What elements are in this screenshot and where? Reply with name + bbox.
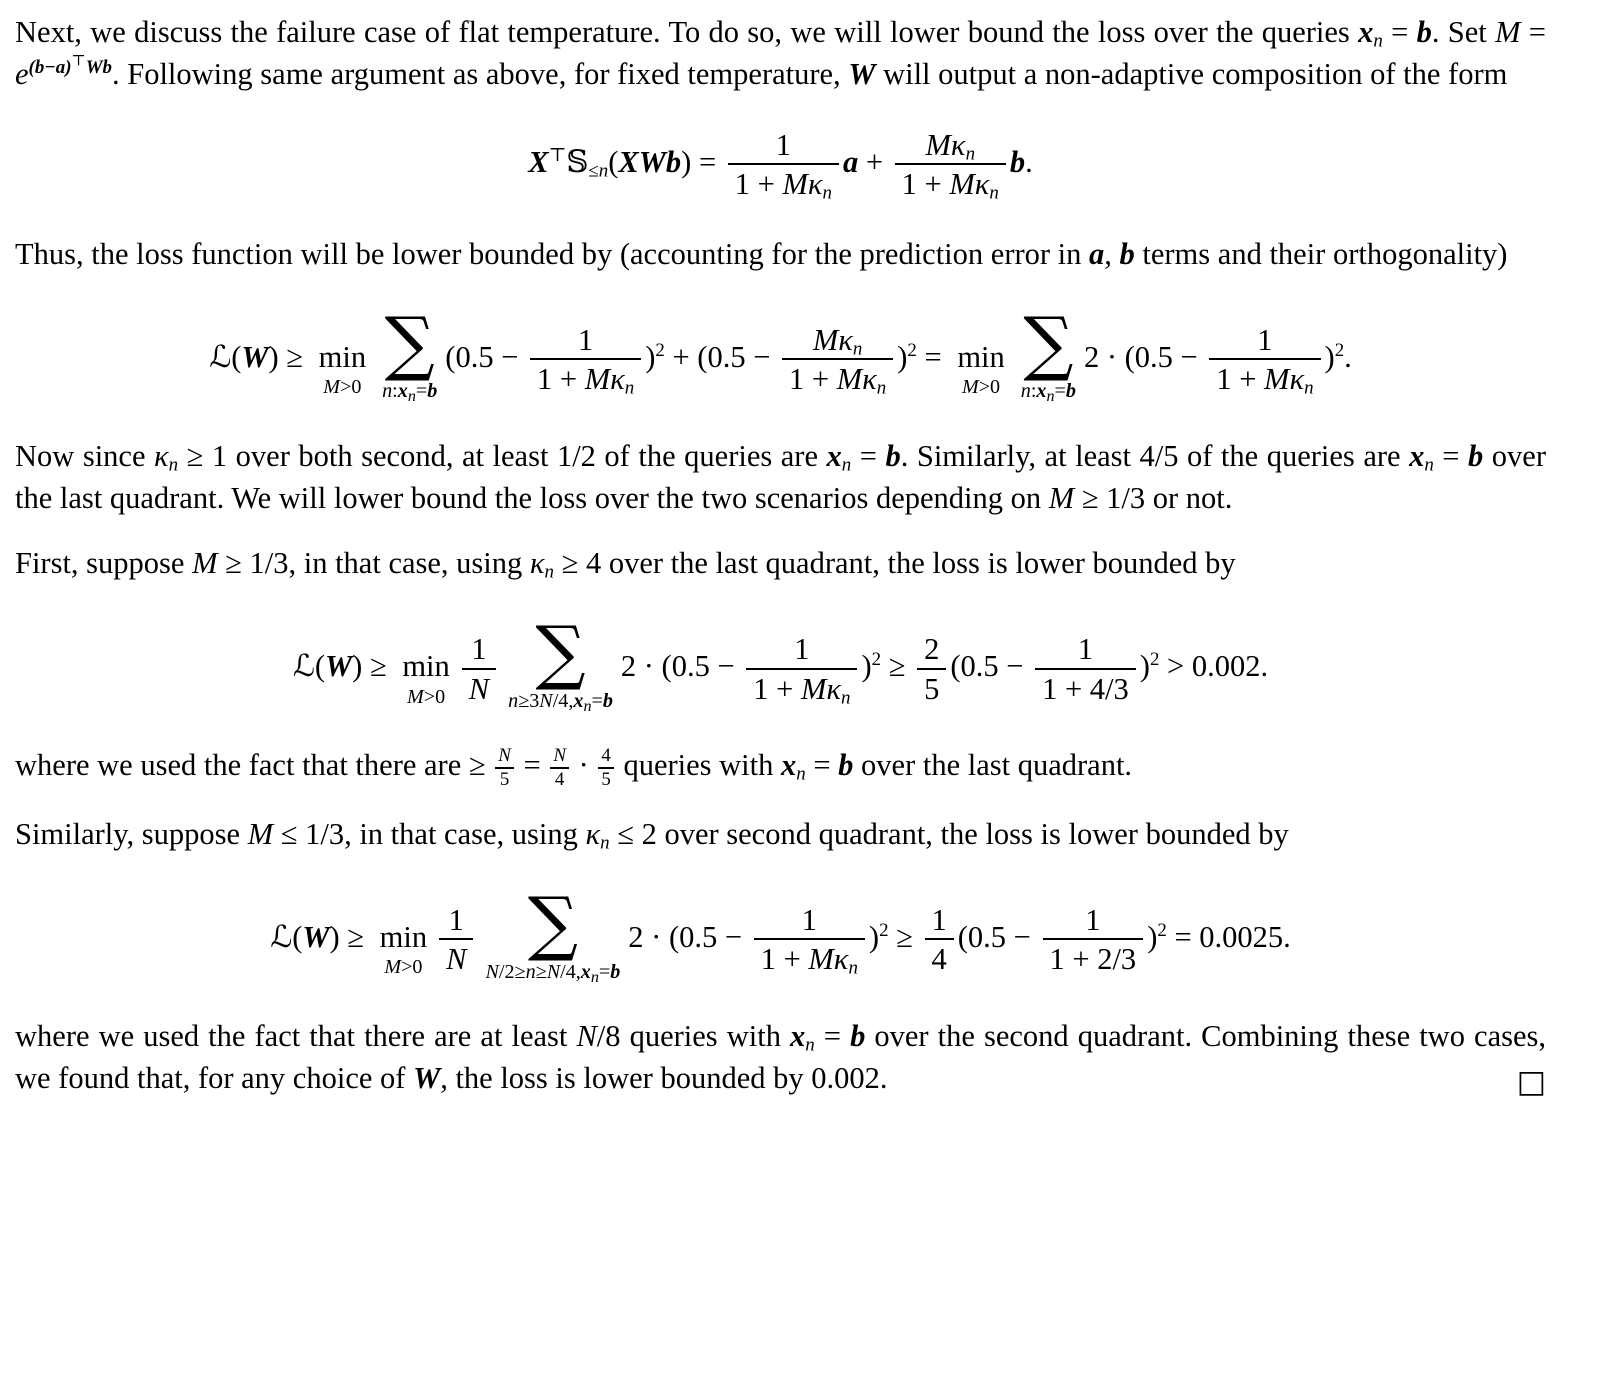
text-run: /8 queries with	[596, 1018, 791, 1053]
text-run: 1 +	[1216, 362, 1265, 397]
fraction	[746, 632, 857, 709]
squared-exponent: 2	[907, 339, 917, 361]
summation	[485, 881, 621, 986]
text-run: 1 +	[537, 362, 585, 397]
text-run: where we used the fact that there are at least	[15, 1018, 577, 1053]
paragraph-flat-temperature-intro	[15, 12, 1546, 96]
math-var-Mkappa: Mκ	[782, 167, 823, 202]
plus-sign: +	[858, 144, 891, 179]
text-run: >0	[978, 376, 1001, 399]
denominator: 1 + 4/3	[1035, 668, 1136, 705]
text-run: (0.5 −	[950, 649, 1032, 684]
math-var-N: N	[546, 960, 561, 983]
math-var-x: x	[790, 1018, 806, 1053]
fraction	[439, 902, 473, 977]
text-run: /4,	[552, 690, 574, 713]
denominator: 4	[550, 767, 569, 790]
paren: )	[1324, 339, 1335, 374]
math-var-b: b	[850, 1018, 866, 1053]
inline-fraction	[598, 746, 613, 790]
exp-term-Wb: Wb	[85, 56, 112, 78]
denominator: 1 + 2/3	[1043, 938, 1144, 975]
math-sub-n: n	[796, 763, 806, 785]
equation-case1-bound	[15, 611, 1546, 716]
math-sub-n: n	[600, 832, 610, 854]
math-var-Mkappa: Mκ	[808, 942, 849, 977]
sum-limit	[382, 380, 438, 406]
text-run: =	[1433, 438, 1469, 473]
math-var-a: a	[842, 144, 859, 179]
fraction	[1035, 634, 1136, 704]
sum-limit	[1020, 380, 1076, 406]
paragraph-case-M-leq	[15, 814, 1546, 856]
text-run: + (0.5 −	[664, 339, 779, 374]
period: .	[1344, 339, 1352, 374]
transpose-symbol: ⊤	[71, 51, 86, 70]
numerator: 4	[601, 745, 611, 767]
math-var-b: b	[1468, 438, 1484, 473]
min-operator	[379, 919, 428, 979]
text-run: Now since	[15, 438, 155, 473]
numerator	[895, 127, 1006, 165]
text-run: ,	[1104, 236, 1120, 271]
text-run: =	[851, 438, 886, 473]
squared-exponent: 2	[879, 919, 889, 941]
math-var-M: M	[1495, 15, 1521, 49]
numerator	[782, 322, 893, 360]
cdot-symbol: ·	[570, 748, 597, 783]
math-var-b: b	[838, 748, 854, 783]
math-var-kappa: κ	[585, 817, 601, 851]
squared-exponent: 2	[1334, 339, 1345, 361]
numerator	[495, 746, 514, 767]
numerator: 1	[775, 127, 791, 162]
paragraph-quadrant-facts	[15, 436, 1546, 520]
math-sub-n: n	[407, 388, 416, 406]
fraction	[1209, 322, 1320, 400]
inline-fraction	[550, 746, 569, 790]
math-var-kappa: κ	[154, 438, 169, 473]
math-sub-n: n	[1046, 388, 1055, 406]
text-run: 1 +	[734, 167, 783, 202]
text-run: 1 +	[901, 167, 950, 202]
math-var-a: a	[1089, 236, 1105, 271]
equals-sign: =	[916, 339, 950, 374]
math-var-b: b	[602, 690, 613, 713]
math-var-n: n	[382, 380, 393, 403]
denominator	[728, 163, 839, 205]
paragraph-case-M-geq	[15, 543, 1546, 585]
math-var-Mkappa: Mκ	[1264, 362, 1305, 397]
math-var-W: W	[413, 1060, 441, 1095]
math-sub-n: n	[876, 378, 887, 400]
text-run: Similarly, suppose	[15, 817, 248, 851]
fraction	[462, 634, 496, 704]
text-run: ≤ 2 over second quadrant, the loss is lower bounded by	[609, 817, 1289, 851]
numerator: 2	[924, 632, 940, 667]
math-sub-n: n	[583, 698, 592, 716]
math-sub-n: n	[841, 687, 851, 709]
text-run: :	[1030, 380, 1037, 403]
math-var-x: x	[1358, 15, 1374, 49]
fraction	[925, 902, 954, 977]
text-run: =	[805, 748, 839, 783]
numerator: 1	[931, 902, 947, 937]
subscript	[588, 161, 608, 182]
sum-limit	[508, 690, 613, 716]
fraction	[782, 322, 893, 400]
math-var-b: b	[1119, 236, 1135, 271]
equation-composition	[15, 127, 1546, 205]
paren: )	[268, 339, 279, 374]
text-run: over the last quadrant. We will lower bound the loss over the two scenarios depending on	[15, 438, 1546, 515]
text-run: >0	[340, 376, 362, 399]
fraction	[1043, 902, 1144, 977]
math-var-Mkappa: Mκ	[949, 167, 990, 202]
min-label: min	[318, 339, 367, 374]
math-var-W: W	[848, 56, 876, 91]
paren: )	[352, 649, 363, 684]
math-var-Mkappa: Mκ	[584, 362, 625, 397]
period: .	[1025, 144, 1033, 179]
math-sub-n: n	[598, 160, 609, 182]
script-L: ℒ	[209, 339, 232, 375]
math-exponent	[28, 51, 112, 78]
text-run: 2 · (0.5 −	[620, 649, 743, 684]
text-run: (0.5 −	[445, 339, 527, 374]
paren: )	[681, 144, 692, 179]
equation-case2-bound	[15, 881, 1546, 986]
text-run: First, suppose	[15, 546, 193, 581]
text-run: /4,	[560, 960, 581, 983]
denominator	[439, 938, 473, 975]
min-label: min	[402, 649, 450, 684]
denominator	[782, 358, 893, 400]
sum-limit	[485, 960, 621, 986]
paren: (	[292, 919, 303, 954]
math-var-Mkappa: Mκ	[800, 671, 842, 706]
math-var-e: e	[15, 56, 29, 91]
text-run: = 0.0025.	[1166, 919, 1291, 954]
text-run: , the loss is lower bounded by 0.002.	[440, 1060, 888, 1095]
summation	[508, 611, 613, 716]
math-var-b: b	[427, 380, 438, 403]
paragraph-loss-bound-intro	[15, 234, 1546, 276]
math-var-b: b	[1416, 15, 1432, 49]
math-sub-n: n	[848, 958, 858, 980]
denominator: 5	[495, 767, 514, 790]
denominator	[462, 668, 496, 705]
math-var-n: n	[525, 960, 536, 983]
math-var-N: N	[485, 960, 499, 983]
paren: )	[645, 339, 656, 374]
text-run: . Set	[1431, 15, 1496, 49]
math-var-M: M	[192, 546, 218, 581]
paragraph-query-count-last-quadrant	[15, 745, 1546, 790]
denominator: 4	[925, 938, 954, 975]
text-run: Thus, the loss function will be lower bounded by (accounting for the prediction error in	[15, 236, 1090, 271]
inline-fraction	[495, 746, 514, 790]
geq-symbol: ≥	[339, 919, 372, 954]
equals-sign: =	[515, 748, 549, 783]
math-sub-n: n	[805, 1034, 815, 1056]
math-var-W: W	[325, 649, 353, 684]
fraction	[530, 322, 641, 400]
math-var-n: n	[508, 690, 519, 713]
math-var-M: M	[323, 376, 341, 399]
transpose-symbol: ⊤	[548, 143, 567, 166]
text-run: . Similarly, at least 4/5 of the queries are	[900, 438, 1410, 473]
math-var-M: M	[961, 376, 979, 399]
geq-symbol: ≥	[888, 919, 921, 954]
math-sub-n: n	[965, 143, 976, 165]
text-run: over the last quadrant.	[853, 748, 1133, 783]
math-var-x: x	[397, 380, 408, 403]
numerator: 1	[1077, 632, 1094, 667]
min-limit	[407, 687, 445, 707]
paren: )	[1139, 649, 1150, 684]
min-operator	[402, 651, 449, 707]
math-var-M: M	[1048, 480, 1075, 515]
text-run: queries with	[615, 748, 781, 783]
paren: )	[329, 919, 340, 954]
equals-sign: =	[415, 380, 428, 403]
paren: (	[608, 144, 619, 179]
math-var-N: N	[446, 942, 467, 977]
math-var-N: N	[498, 745, 511, 767]
squared-exponent: 2	[1149, 649, 1160, 671]
denominator	[754, 938, 865, 980]
math-sub-n: n	[822, 183, 832, 205]
denominator	[746, 668, 857, 709]
fraction	[754, 902, 865, 980]
text-run: 1 +	[789, 362, 837, 397]
qed-symbol: □	[1516, 1063, 1546, 1100]
math-var-M: M	[384, 956, 402, 979]
text-run: =	[1382, 15, 1417, 49]
softmax-symbol: 𝕊	[566, 144, 589, 180]
numerator: 1	[1257, 322, 1273, 357]
geq-symbol: ≥	[362, 649, 395, 684]
numerator: 1	[1085, 902, 1101, 937]
math-sub-n: n	[590, 968, 599, 986]
text-run: ≥ 1 over both second, at least 1/2 of the queries are	[178, 438, 827, 473]
min-label: min	[957, 339, 1005, 374]
text-run: /2≥	[498, 960, 526, 983]
text-run: ≥ 1/3, in that case, using	[217, 546, 530, 581]
paren: )	[868, 919, 880, 954]
min-limit	[384, 957, 422, 977]
text-run: 2 · (0.5 −	[628, 919, 750, 954]
text-run: > 0.002.	[1159, 649, 1269, 684]
text-run: 1 +	[753, 671, 801, 706]
text-run: over the second quadrant. Combining these two cases, we found that, for any choice of	[15, 1018, 1547, 1095]
paren: )	[897, 339, 908, 374]
text-run: ≥ 1/3 or not.	[1074, 480, 1233, 515]
text-run: 1 +	[760, 942, 809, 977]
summation	[1020, 301, 1076, 406]
numerator	[550, 746, 569, 767]
paren: )	[861, 649, 872, 684]
math-sub-n: n	[1304, 378, 1314, 400]
math-sub-n: n	[544, 562, 554, 584]
paragraph-conclusion	[15, 1016, 1546, 1100]
text-run: ≥	[535, 960, 547, 983]
text-run: where we used the fact that there are ≥	[15, 748, 494, 783]
sum-symbol: ∑	[535, 611, 586, 694]
text-run: >0	[423, 685, 446, 708]
squared-exponent: 2	[1157, 919, 1167, 941]
text-run: will output a non-adaptive composition of the form	[875, 56, 1508, 91]
fraction	[895, 127, 1006, 205]
script-L: ℒ	[270, 919, 293, 955]
summation	[382, 301, 438, 406]
numerator: 1	[577, 322, 594, 357]
math-sub-n: n	[989, 183, 999, 205]
sum-symbol: ∑	[384, 301, 435, 384]
equals-sign: =	[691, 144, 724, 179]
math-var-Mkappa: Mκ	[812, 322, 853, 357]
math-sub-n: n	[1373, 30, 1383, 52]
math-var-N: N	[539, 690, 553, 713]
geq-symbol: ≥	[278, 339, 311, 374]
text-run: terms and their orthogonality)	[1134, 236, 1508, 271]
math-var-x: x	[1409, 438, 1425, 473]
text-run: =	[814, 1018, 851, 1053]
min-operator	[318, 339, 367, 399]
text-run: ≥3	[518, 690, 540, 713]
numerator: 1	[471, 632, 487, 667]
math-var-W: W	[302, 919, 330, 954]
min-limit	[323, 377, 361, 397]
denominator	[1209, 358, 1320, 400]
math-var-b: b	[1065, 380, 1076, 403]
paren: (	[231, 339, 242, 374]
denominator: 5	[917, 668, 946, 705]
sum-symbol: ∑	[1023, 301, 1074, 384]
equation-loss-lower-bound	[15, 301, 1546, 406]
math-var-XWb: XWb	[618, 144, 682, 179]
numerator: 1	[801, 902, 817, 937]
text-run: =	[1520, 15, 1547, 49]
script-L: ℒ	[292, 649, 315, 685]
text-run: ≤ 1/3, in that case, using	[273, 817, 586, 851]
math-var-x: x	[781, 748, 797, 783]
math-var-Mkappa: Mκ	[925, 127, 966, 162]
min-operator	[957, 339, 1005, 399]
math-sub-n: n	[624, 378, 635, 400]
min-limit	[962, 377, 1000, 397]
math-var-Mkappa: Mκ	[836, 362, 877, 397]
math-var-W: W	[241, 339, 269, 374]
math-var-x: x	[580, 960, 591, 983]
math-sub-n: n	[852, 338, 863, 360]
equals-sign: =	[591, 690, 603, 713]
exp-term-b-minus-a: (b−a)	[28, 56, 72, 78]
paren: )	[1147, 919, 1158, 954]
math-var-kappa: κ	[529, 546, 545, 581]
math-var-M: M	[247, 817, 274, 851]
math-var-N: N	[553, 745, 566, 767]
text-run: (0.5 −	[957, 919, 1039, 954]
denominator: 5	[598, 767, 613, 790]
math-var-n: n	[1020, 380, 1031, 403]
fraction	[728, 127, 839, 205]
math-var-x: x	[573, 690, 584, 713]
paren: (	[314, 649, 326, 684]
denominator	[895, 163, 1006, 205]
math-var-b: b	[1009, 144, 1026, 179]
fraction	[917, 634, 946, 704]
math-var-X: X	[528, 144, 549, 179]
text-run: . Following same argument as above, for fixed temperature,	[112, 56, 849, 91]
math-var-b: b	[610, 960, 621, 983]
equals-sign: =	[598, 960, 611, 983]
equals-sign: =	[1054, 380, 1066, 403]
text-run: :	[392, 380, 398, 403]
numerator: 1	[794, 632, 810, 667]
text-run: >0	[401, 956, 423, 979]
math-sub-n: n	[841, 454, 852, 476]
squared-exponent: 2	[871, 649, 882, 671]
math-var-x: x	[1036, 380, 1047, 403]
geq-symbol: ≥	[881, 649, 914, 684]
text-run: Next, we discuss the failure case of flat temperature. To do so, we will lower bound the loss over the queries	[15, 15, 1359, 49]
text-run: ≥ 4 over the last quadrant, the loss is lower bounded by	[553, 546, 1236, 581]
leq-symbol: ≤	[588, 160, 599, 182]
sum-symbol: ∑	[527, 881, 578, 964]
denominator	[530, 358, 641, 400]
numerator: 1	[448, 902, 464, 937]
min-label: min	[379, 919, 428, 954]
squared-exponent: 2	[655, 339, 665, 361]
math-var-b: b	[885, 438, 901, 473]
math-var-x: x	[826, 438, 842, 473]
math-var-N: N	[468, 671, 490, 706]
math-sub-n: n	[168, 454, 179, 476]
math-var-M: M	[406, 685, 424, 708]
math-var-N: N	[576, 1018, 597, 1053]
math-sub-n: n	[1424, 454, 1434, 476]
text-run: 2 · (0.5 −	[1083, 339, 1206, 374]
